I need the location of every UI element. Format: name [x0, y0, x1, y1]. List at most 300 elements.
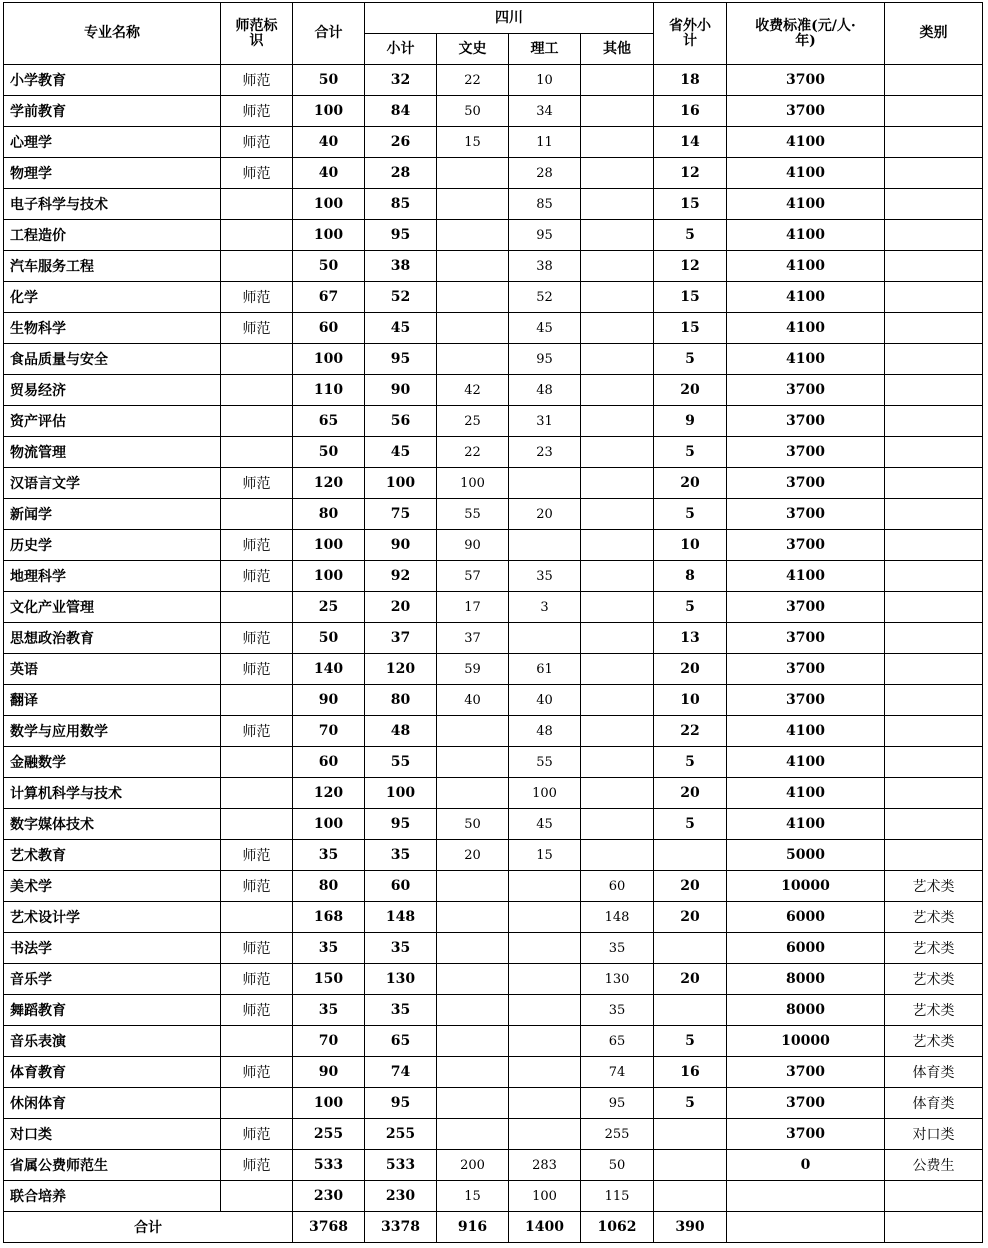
totals-outside: 390 [654, 1212, 727, 1243]
cell-other [581, 127, 654, 158]
cell-category [885, 282, 983, 313]
cell-fee: 3700 [727, 96, 885, 127]
cell-major: 休闲体育 [4, 1088, 221, 1119]
cell-category [885, 158, 983, 189]
header-fee-standard: 收费标准(元/人·年) [727, 3, 885, 65]
cell-other [581, 840, 654, 871]
cell-category [885, 468, 983, 499]
cell-science: 35 [509, 561, 581, 592]
cell-total: 35 [293, 840, 365, 871]
cell-fee: 4100 [727, 313, 885, 344]
table-row [4, 282, 983, 313]
cell-normal-mark [221, 1181, 293, 1212]
cell-arts: 100 [437, 468, 509, 499]
cell-outside: 20 [654, 375, 727, 406]
cell-category [885, 127, 983, 158]
header-major: 专业名称 [4, 3, 221, 65]
table-row [4, 1119, 983, 1150]
cell-sichuan-subtotal: 65 [365, 1026, 437, 1057]
cell-arts: 200 [437, 1150, 509, 1181]
cell-sichuan-subtotal: 38 [365, 251, 437, 282]
cell-major: 文化产业管理 [4, 592, 221, 623]
cell-science [509, 1057, 581, 1088]
cell-major: 心理学 [4, 127, 221, 158]
header-arts: 文史 [437, 34, 509, 65]
cell-other [581, 344, 654, 375]
cell-normal-mark: 师范 [221, 561, 293, 592]
cell-category [885, 220, 983, 251]
cell-outside: 8 [654, 561, 727, 592]
cell-category [885, 437, 983, 468]
cell-sichuan-subtotal: 80 [365, 685, 437, 716]
cell-total: 100 [293, 344, 365, 375]
cell-sichuan-subtotal: 255 [365, 1119, 437, 1150]
cell-science [509, 933, 581, 964]
table-row [4, 127, 983, 158]
cell-arts [437, 282, 509, 313]
cell-total: 100 [293, 1088, 365, 1119]
cell-sichuan-subtotal: 35 [365, 840, 437, 871]
cell-normal-mark [221, 685, 293, 716]
cell-arts [437, 1119, 509, 1150]
cell-category [885, 561, 983, 592]
cell-science [509, 902, 581, 933]
cell-science: 38 [509, 251, 581, 282]
cell-major: 贸易经济 [4, 375, 221, 406]
cell-category: 体育类 [885, 1088, 983, 1119]
cell-fee: 4100 [727, 778, 885, 809]
cell-total: 100 [293, 530, 365, 561]
cell-category [885, 716, 983, 747]
cell-normal-mark [221, 592, 293, 623]
cell-category [885, 499, 983, 530]
cell-major: 汉语言文学 [4, 468, 221, 499]
cell-normal-mark: 师范 [221, 96, 293, 127]
cell-arts: 59 [437, 654, 509, 685]
cell-total: 140 [293, 654, 365, 685]
cell-total: 40 [293, 127, 365, 158]
table-row [4, 313, 983, 344]
cell-arts: 15 [437, 127, 509, 158]
cell-science [509, 1088, 581, 1119]
table-row [4, 1150, 983, 1181]
cell-science: 55 [509, 747, 581, 778]
cell-major: 书法学 [4, 933, 221, 964]
cell-fee: 4100 [727, 127, 885, 158]
cell-total: 50 [293, 65, 365, 96]
header-sichuan-subtotal: 小计 [365, 34, 437, 65]
cell-arts: 25 [437, 406, 509, 437]
cell-major: 电子科学与技术 [4, 189, 221, 220]
cell-total: 150 [293, 964, 365, 995]
cell-total: 65 [293, 406, 365, 437]
cell-category [885, 189, 983, 220]
cell-sichuan-subtotal: 74 [365, 1057, 437, 1088]
cell-category [885, 778, 983, 809]
cell-arts: 90 [437, 530, 509, 561]
cell-fee: 10000 [727, 871, 885, 902]
cell-normal-mark [221, 499, 293, 530]
cell-outside [654, 1119, 727, 1150]
cell-other [581, 468, 654, 499]
cell-arts: 22 [437, 65, 509, 96]
cell-category [885, 251, 983, 282]
cell-outside: 15 [654, 282, 727, 313]
cell-major: 新闻学 [4, 499, 221, 530]
cell-outside: 20 [654, 654, 727, 685]
cell-arts: 20 [437, 840, 509, 871]
cell-arts: 22 [437, 437, 509, 468]
cell-category: 对口类 [885, 1119, 983, 1150]
table-row [4, 747, 983, 778]
cell-outside: 5 [654, 1088, 727, 1119]
table-row [4, 995, 983, 1026]
header-normal-mark: 师范标识 [221, 3, 293, 65]
cell-science: 100 [509, 1181, 581, 1212]
cell-total: 50 [293, 251, 365, 282]
cell-category: 艺术类 [885, 902, 983, 933]
cell-fee: 3700 [727, 406, 885, 437]
cell-sichuan-subtotal: 20 [365, 592, 437, 623]
cell-sichuan-subtotal: 52 [365, 282, 437, 313]
cell-sichuan-subtotal: 95 [365, 344, 437, 375]
cell-normal-mark [221, 406, 293, 437]
cell-fee: 3700 [727, 437, 885, 468]
cell-major: 地理科学 [4, 561, 221, 592]
cell-major: 工程造价 [4, 220, 221, 251]
cell-fee: 3700 [727, 654, 885, 685]
cell-fee: 4100 [727, 220, 885, 251]
cell-major: 小学教育 [4, 65, 221, 96]
cell-category [885, 406, 983, 437]
cell-fee [727, 1181, 885, 1212]
cell-category: 体育类 [885, 1057, 983, 1088]
header-science: 理工 [509, 34, 581, 65]
cell-other: 35 [581, 995, 654, 1026]
cell-total: 90 [293, 685, 365, 716]
cell-other [581, 313, 654, 344]
cell-major: 艺术设计学 [4, 902, 221, 933]
cell-other: 148 [581, 902, 654, 933]
table-row [4, 251, 983, 282]
cell-outside: 12 [654, 251, 727, 282]
cell-total: 110 [293, 375, 365, 406]
cell-sichuan-subtotal: 100 [365, 468, 437, 499]
header-total: 合计 [293, 3, 365, 65]
cell-total: 70 [293, 716, 365, 747]
cell-arts [437, 344, 509, 375]
cell-normal-mark [221, 189, 293, 220]
cell-major: 艺术教育 [4, 840, 221, 871]
cell-fee: 6000 [727, 933, 885, 964]
cell-outside: 5 [654, 1026, 727, 1057]
cell-other [581, 530, 654, 561]
cell-total: 35 [293, 995, 365, 1026]
cell-normal-mark [221, 809, 293, 840]
cell-fee: 5000 [727, 840, 885, 871]
table-row [4, 685, 983, 716]
cell-major: 化学 [4, 282, 221, 313]
cell-category: 公费生 [885, 1150, 983, 1181]
cell-fee: 8000 [727, 995, 885, 1026]
table-row [4, 716, 983, 747]
cell-science [509, 1026, 581, 1057]
cell-fee: 4100 [727, 251, 885, 282]
cell-fee: 4100 [727, 282, 885, 313]
cell-arts: 50 [437, 809, 509, 840]
cell-major: 音乐表演 [4, 1026, 221, 1057]
cell-arts [437, 902, 509, 933]
table-row [4, 468, 983, 499]
cell-outside: 18 [654, 65, 727, 96]
cell-normal-mark: 师范 [221, 933, 293, 964]
cell-outside: 20 [654, 902, 727, 933]
cell-science: 11 [509, 127, 581, 158]
cell-major: 物理学 [4, 158, 221, 189]
cell-science: 95 [509, 220, 581, 251]
cell-other: 65 [581, 1026, 654, 1057]
cell-outside: 15 [654, 313, 727, 344]
cell-other [581, 282, 654, 313]
cell-fee: 10000 [727, 1026, 885, 1057]
cell-arts [437, 871, 509, 902]
cell-science: 28 [509, 158, 581, 189]
cell-outside: 5 [654, 437, 727, 468]
cell-total: 60 [293, 747, 365, 778]
cell-fee: 3700 [727, 623, 885, 654]
cell-arts [437, 933, 509, 964]
table-row [4, 65, 983, 96]
cell-other [581, 65, 654, 96]
header-other: 其他 [581, 34, 654, 65]
cell-sichuan-subtotal: 35 [365, 995, 437, 1026]
table-row [4, 933, 983, 964]
cell-outside: 5 [654, 344, 727, 375]
cell-category [885, 592, 983, 623]
cell-outside: 16 [654, 1057, 727, 1088]
cell-sichuan-subtotal: 32 [365, 65, 437, 96]
cell-outside [654, 995, 727, 1026]
header-category: 类别 [885, 3, 983, 65]
cell-other [581, 406, 654, 437]
cell-category: 艺术类 [885, 933, 983, 964]
table-row [4, 902, 983, 933]
cell-sichuan-subtotal: 230 [365, 1181, 437, 1212]
cell-other [581, 716, 654, 747]
cell-normal-mark [221, 344, 293, 375]
cell-other [581, 220, 654, 251]
table-row [4, 1181, 983, 1212]
cell-major: 美术学 [4, 871, 221, 902]
cell-category [885, 375, 983, 406]
cell-fee: 3700 [727, 592, 885, 623]
cell-category: 艺术类 [885, 871, 983, 902]
cell-category: 艺术类 [885, 1026, 983, 1057]
cell-major: 计算机科学与技术 [4, 778, 221, 809]
cell-normal-mark [221, 778, 293, 809]
cell-outside [654, 933, 727, 964]
table-row [4, 778, 983, 809]
cell-science: 100 [509, 778, 581, 809]
cell-outside: 5 [654, 220, 727, 251]
cell-outside: 5 [654, 592, 727, 623]
cell-sichuan-subtotal: 26 [365, 127, 437, 158]
table-row [4, 189, 983, 220]
cell-normal-mark: 师范 [221, 65, 293, 96]
totals-row [4, 1212, 983, 1243]
cell-science: 3 [509, 592, 581, 623]
enrollment-plan-table [3, 2, 983, 1243]
cell-science: 48 [509, 375, 581, 406]
cell-arts [437, 778, 509, 809]
cell-fee: 3700 [727, 499, 885, 530]
cell-other [581, 189, 654, 220]
table-row [4, 406, 983, 437]
cell-fee: 4100 [727, 158, 885, 189]
cell-normal-mark: 师范 [221, 530, 293, 561]
cell-sichuan-subtotal: 56 [365, 406, 437, 437]
table-row [4, 964, 983, 995]
cell-sichuan-subtotal: 95 [365, 1088, 437, 1119]
cell-major: 对口类 [4, 1119, 221, 1150]
cell-other [581, 375, 654, 406]
cell-outside: 5 [654, 809, 727, 840]
cell-fee: 3700 [727, 1057, 885, 1088]
cell-other [581, 96, 654, 127]
table-row [4, 1088, 983, 1119]
cell-other: 50 [581, 1150, 654, 1181]
table-row [4, 809, 983, 840]
cell-outside: 20 [654, 778, 727, 809]
table-row [4, 1026, 983, 1057]
cell-arts: 15 [437, 1181, 509, 1212]
cell-total: 35 [293, 933, 365, 964]
cell-normal-mark [221, 902, 293, 933]
cell-normal-mark [221, 1088, 293, 1119]
cell-major: 音乐学 [4, 964, 221, 995]
cell-outside: 16 [654, 96, 727, 127]
table-row [4, 840, 983, 871]
cell-total: 60 [293, 313, 365, 344]
cell-science: 52 [509, 282, 581, 313]
cell-arts [437, 747, 509, 778]
cell-category [885, 809, 983, 840]
cell-fee: 3700 [727, 685, 885, 716]
cell-sichuan-subtotal: 148 [365, 902, 437, 933]
cell-science: 15 [509, 840, 581, 871]
cell-major: 省属公费师范生 [4, 1150, 221, 1181]
cell-total: 168 [293, 902, 365, 933]
cell-outside: 12 [654, 158, 727, 189]
cell-total: 80 [293, 499, 365, 530]
cell-major: 学前教育 [4, 96, 221, 127]
cell-other: 35 [581, 933, 654, 964]
cell-total: 100 [293, 96, 365, 127]
cell-sichuan-subtotal: 100 [365, 778, 437, 809]
cell-other: 60 [581, 871, 654, 902]
cell-category [885, 1181, 983, 1212]
totals-fee [727, 1212, 885, 1243]
cell-fee: 3700 [727, 530, 885, 561]
cell-normal-mark: 师范 [221, 654, 293, 685]
cell-other [581, 623, 654, 654]
cell-outside: 20 [654, 871, 727, 902]
cell-science: 45 [509, 809, 581, 840]
cell-major: 联合培养 [4, 1181, 221, 1212]
table-row [4, 592, 983, 623]
cell-total: 67 [293, 282, 365, 313]
table-row [4, 654, 983, 685]
cell-total: 25 [293, 592, 365, 623]
cell-normal-mark: 师范 [221, 995, 293, 1026]
cell-science: 61 [509, 654, 581, 685]
cell-sichuan-subtotal: 60 [365, 871, 437, 902]
cell-outside: 15 [654, 189, 727, 220]
cell-normal-mark [221, 747, 293, 778]
cell-major: 历史学 [4, 530, 221, 561]
cell-science [509, 871, 581, 902]
table-row [4, 158, 983, 189]
cell-normal-mark [221, 1026, 293, 1057]
cell-science: 10 [509, 65, 581, 96]
cell-arts: 37 [437, 623, 509, 654]
cell-fee: 4100 [727, 344, 885, 375]
cell-arts [437, 313, 509, 344]
cell-normal-mark: 师范 [221, 282, 293, 313]
cell-fee: 3700 [727, 1119, 885, 1150]
cell-major: 数学与应用数学 [4, 716, 221, 747]
cell-outside: 20 [654, 964, 727, 995]
cell-total: 230 [293, 1181, 365, 1212]
totals-science: 1400 [509, 1212, 581, 1243]
cell-category: 艺术类 [885, 995, 983, 1026]
cell-sichuan-subtotal: 37 [365, 623, 437, 654]
cell-normal-mark: 师范 [221, 871, 293, 902]
cell-other [581, 654, 654, 685]
cell-fee: 4100 [727, 747, 885, 778]
cell-total: 70 [293, 1026, 365, 1057]
cell-other [581, 158, 654, 189]
totals-category [885, 1212, 983, 1243]
cell-total: 100 [293, 561, 365, 592]
cell-fee: 4100 [727, 561, 885, 592]
totals-label: 合计 [4, 1212, 293, 1243]
cell-major: 食品质量与安全 [4, 344, 221, 375]
cell-arts [437, 716, 509, 747]
cell-outside [654, 840, 727, 871]
cell-arts: 50 [437, 96, 509, 127]
cell-normal-mark [221, 251, 293, 282]
table-row [4, 623, 983, 654]
cell-total: 90 [293, 1057, 365, 1088]
totals-other: 1062 [581, 1212, 654, 1243]
cell-normal-mark: 师范 [221, 127, 293, 158]
cell-science: 31 [509, 406, 581, 437]
cell-sichuan-subtotal: 45 [365, 437, 437, 468]
cell-science: 45 [509, 313, 581, 344]
cell-outside: 14 [654, 127, 727, 158]
cell-other [581, 499, 654, 530]
cell-arts [437, 189, 509, 220]
cell-arts [437, 1088, 509, 1119]
cell-category [885, 685, 983, 716]
cell-total: 120 [293, 468, 365, 499]
cell-other: 115 [581, 1181, 654, 1212]
cell-sichuan-subtotal: 85 [365, 189, 437, 220]
cell-normal-mark: 师范 [221, 623, 293, 654]
cell-science [509, 964, 581, 995]
cell-science: 34 [509, 96, 581, 127]
